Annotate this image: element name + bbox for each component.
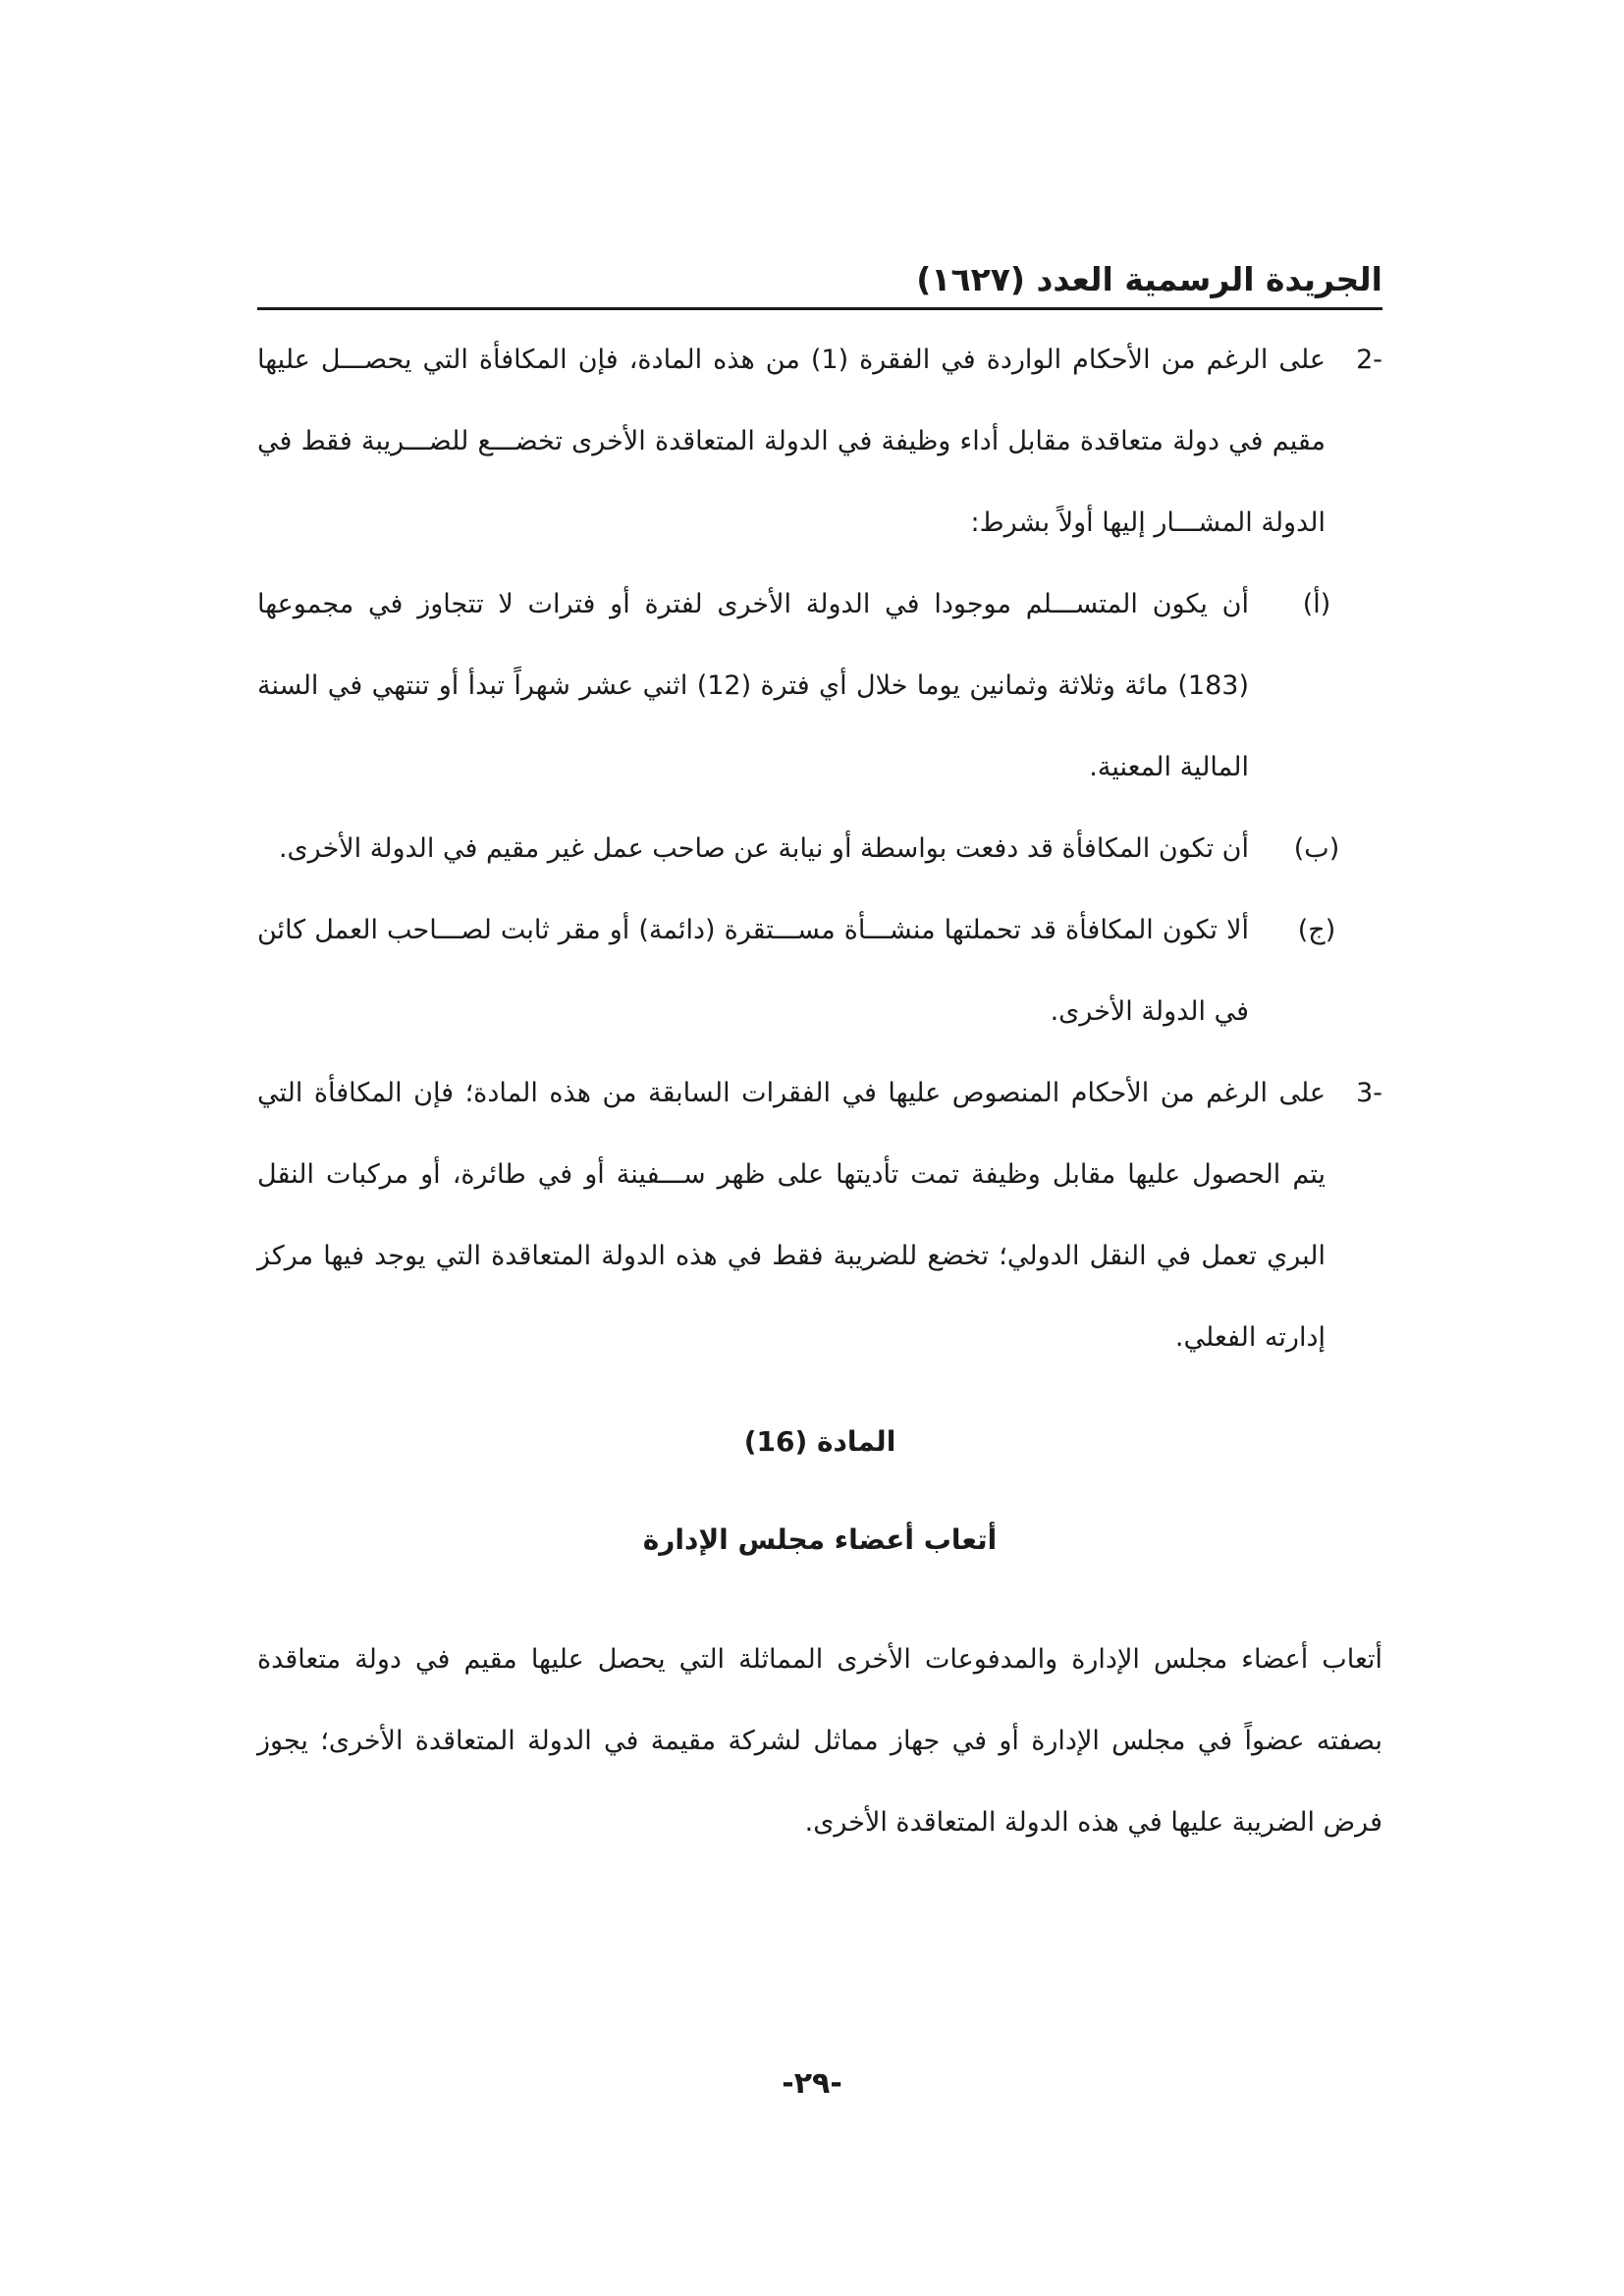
condition-item bbox=[257, 889, 1382, 1052]
condition-label: (ب) bbox=[1293, 833, 1340, 864]
paragraph-number: -2 bbox=[1356, 345, 1382, 375]
condition-label: (أ) bbox=[1302, 589, 1331, 619]
page-number: -٢٩- bbox=[782, 2066, 842, 2101]
document-body bbox=[257, 319, 1382, 1863]
article-heading: أتعاب أعضاء مجلس الإدارة bbox=[642, 1523, 998, 1556]
paragraph-text: على الرغم من الأحكام المنصوص عليها في الفقرات السابقة من هذه المادة؛ فإن المكافأة التي يتم الحصول عليها مقابل وظيفة تمت تأديتها على ظهر ســـفينة أو في طائرة، أو مركبات النقل البري تعمل في النقل الدولي؛ تخضع للضريبة فقط في هذه الدولة المتعاقدة التي يوجد فيها مركز إدارته الفعلي. bbox=[257, 1078, 1326, 1353]
article-body: أتعاب أعضاء مجلس الإدارة والمدفوعات الأخرى المماثلة التي يحصل عليها مقيم في دولة متعاقدة بصفته عضواً في مجلس الإدارة أو في جهاز مماثل لشركة مقيمة في الدولة المتعاقدة الأخرى؛ يجوز فرض الضريبة عليها في هذه الدولة المتعاقدة الأخرى. bbox=[257, 1644, 1382, 1838]
condition-label: (ج) bbox=[1297, 915, 1336, 945]
gazette-header-title: الجريدة الرسمية العدد (١٦٢٧) bbox=[916, 260, 1382, 298]
paragraph-number: -3 bbox=[1356, 1078, 1382, 1108]
condition-text: أن يكون المتســـلم موجودا في الدولة الأخرى لفترة أو فترات لا تتجاوز في مجموعها (183) مائة وثلاثة وثمانين يوما خلال أي فترة (12) اثني عشر شهراً تبدأ أو تنتهي في السنة المالية المعنية. bbox=[257, 589, 1249, 782]
condition-text: ألا تكون المكافأة قد تحملتها منشـــأة مســـتقرة (دائمة) أو مقر ثابت لصـــاحب العمل كائن في الدولة الأخرى. bbox=[257, 915, 1249, 1027]
condition-text: أن تكون المكافأة قد دفعت بواسطة أو نيابة عن صاحب عمل غير مقيم في الدولة الأخرى. bbox=[278, 833, 1249, 864]
page-header bbox=[257, 260, 1382, 309]
paragraph-text: على الرغم من الأحكام الواردة في الفقرة (1) من هذه المادة، فإن المكافأة التي يحصـــل عليها مقيم في دولة متعاقدة مقابل أداء وظيفة في الدولة المتعاقدة الأخرى تخضـــع للضـــريبة فقط في الدولة المشـــار إليها أولاً بشرط: bbox=[257, 345, 1326, 538]
header-divider bbox=[257, 307, 1382, 310]
condition-item bbox=[257, 808, 1382, 889]
paragraph-2 bbox=[257, 319, 1382, 563]
condition-item bbox=[257, 563, 1382, 808]
article-title: المادة (16) bbox=[743, 1425, 896, 1458]
paragraph-3 bbox=[257, 1052, 1382, 1378]
